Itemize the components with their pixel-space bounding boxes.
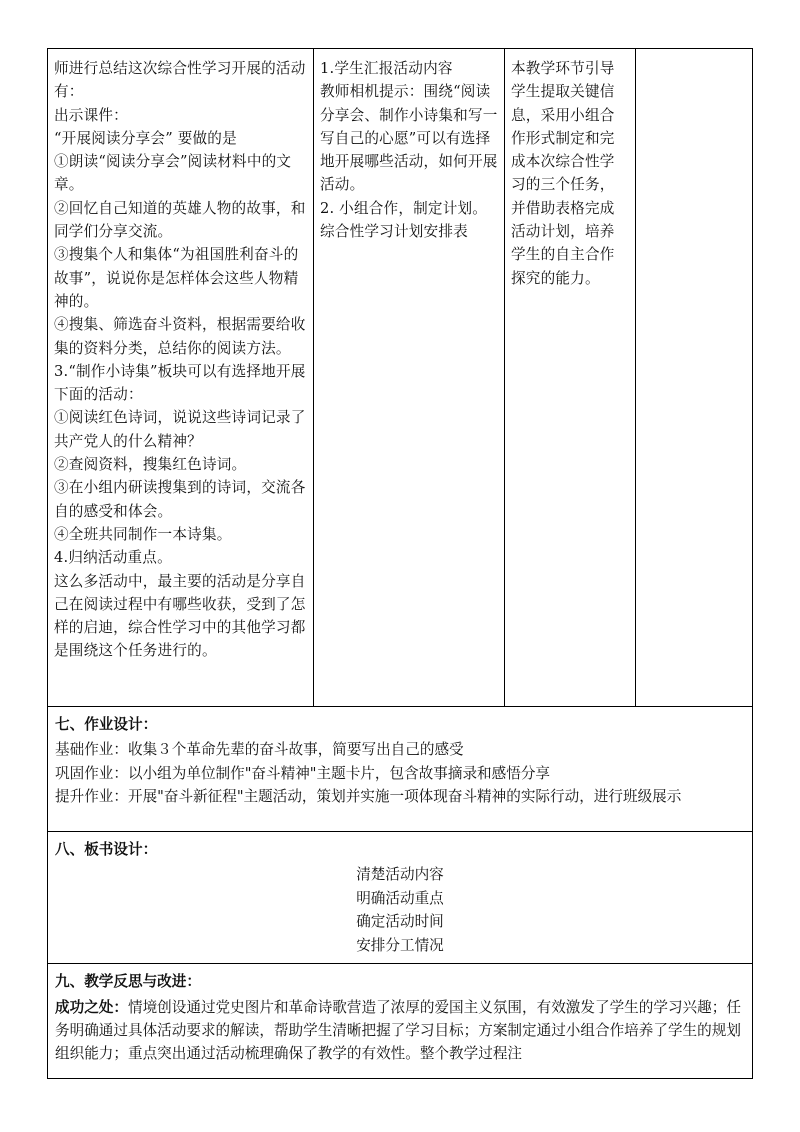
student-line: 1.学生汇报活动内容 <box>320 60 453 77</box>
student-activity-cell <box>314 49 505 707</box>
board-heading: 八、板书设计： <box>55 841 158 858</box>
homework-cell <box>48 707 753 832</box>
student-activity-text <box>314 49 504 247</box>
board-line: 确定活动时间 <box>356 913 444 931</box>
reflection-section <box>48 964 752 1071</box>
board-section <box>48 832 752 963</box>
lesson-plan-table <box>47 48 753 1079</box>
teacher-line: ④全班共同制作一本诗集。 <box>54 525 232 543</box>
homework-heading: 七、作业设计： <box>55 716 158 733</box>
success-label: 成功之处： <box>55 998 128 1016</box>
student-line: 2. 小组合作，制定计划。 <box>320 199 488 217</box>
teacher-line: ①朗读“阅读分享会”阅读材料中的文章。 <box>54 153 292 194</box>
homework-line: 提升作业：开展"奋斗新征程"主题活动，策划并实施一项体现奋斗精神的实际行动，进行班级展示 <box>55 787 682 805</box>
teacher-activity-cell <box>48 49 314 707</box>
student-line: 综合性学习计划安排表 <box>320 223 468 241</box>
teacher-line: ③搜集个人和集体“为祖国胜利奋斗的故事”，说说你是怎样体会这些人物精神的。 <box>54 246 299 310</box>
board-line: 明确活动重点 <box>356 889 444 907</box>
empty-cell <box>636 49 753 707</box>
homework-line: 巩固作业：以小组为单位制作"奋斗精神"主题卡片，包含故事摘录和感悟分享 <box>55 764 551 782</box>
reflection-row <box>48 964 753 1079</box>
teacher-activity-text <box>48 49 313 667</box>
reflection-heading: 九、教学反思与改进： <box>55 973 201 991</box>
teacher-line: 4.归纳活动重点。 <box>54 549 172 567</box>
homework-section <box>48 707 752 814</box>
board-row <box>48 832 753 964</box>
teacher-line: ②查阅资料，搜集红色诗词。 <box>54 456 247 474</box>
teacher-line: 这么多活动中，最主要的活动是分享自己在阅读过程中有哪些收获，受到了怎样的启迪，综合性学习中的其他学习都是围绕这个任务进行的。 <box>54 572 306 660</box>
intent-line: 本教学环节引导学生提取关键信息，采用小组合作形式制定和完成本次综合性学习的三个任务，并借助表格完成活动计划，培养学生的自主合作探究的能力。 <box>511 60 615 287</box>
board-line: 清楚活动内容 <box>356 866 444 884</box>
success-text: 情境创设通过党史图片和革命诗歌营造了浓厚的爱国主义氛围，有效激发了学生的学习兴趣；任务明确通过具体活动要求的解读，帮助学生清晰把握了学习目标；方案制定通过小组合作培养了学生的规划组织能力；重点突出通过活动梳理确保了教学的有效性。整个教学过程注 <box>55 998 741 1063</box>
student-line: 教师相机提示：围绕“阅读分享会、制作小诗集和写一写自己的心愿”可以有选择地开展哪些活动，如何开展活动。 <box>320 83 498 194</box>
teacher-line: ④搜集、筛选奋斗资料，根据需要给收集的资料分类，总结你的阅读方法。 <box>54 316 306 357</box>
design-intent-cell <box>505 49 636 707</box>
lesson-plan-page <box>47 48 752 1072</box>
teacher-line: 师进行总结这次综合性学习开展的活动有： <box>54 60 306 101</box>
teacher-line: ②回忆自己知道的英雄人物的故事，和同学们分享交流。 <box>54 199 306 241</box>
teacher-line: ③在小组内研读搜集到的诗词，交流各自的感受和体会。 <box>54 479 306 520</box>
homework-line: 基础作业：收集３个革命先辈的奋斗故事，简要写出自己的感受 <box>55 741 464 759</box>
homework-row <box>48 707 753 832</box>
board-content <box>55 863 745 957</box>
reflection-cell <box>48 964 753 1079</box>
board-line: 安排分工情况 <box>356 936 444 954</box>
activity-row <box>48 49 753 707</box>
teacher-line: “开展阅读分享会” 要做的是 <box>54 129 237 147</box>
extra-text <box>636 49 752 61</box>
design-intent-text <box>505 49 635 294</box>
teacher-line: 3.“制作小诗集”板块可以有选择地开展下面的活动： <box>54 362 306 404</box>
reflection-paragraph <box>55 996 745 1066</box>
teacher-line: ①阅读红色诗词，说说这些诗词记录了共产党人的什么精神？ <box>54 409 306 450</box>
board-cell <box>48 832 753 964</box>
teacher-line: 出示课件： <box>54 106 128 124</box>
